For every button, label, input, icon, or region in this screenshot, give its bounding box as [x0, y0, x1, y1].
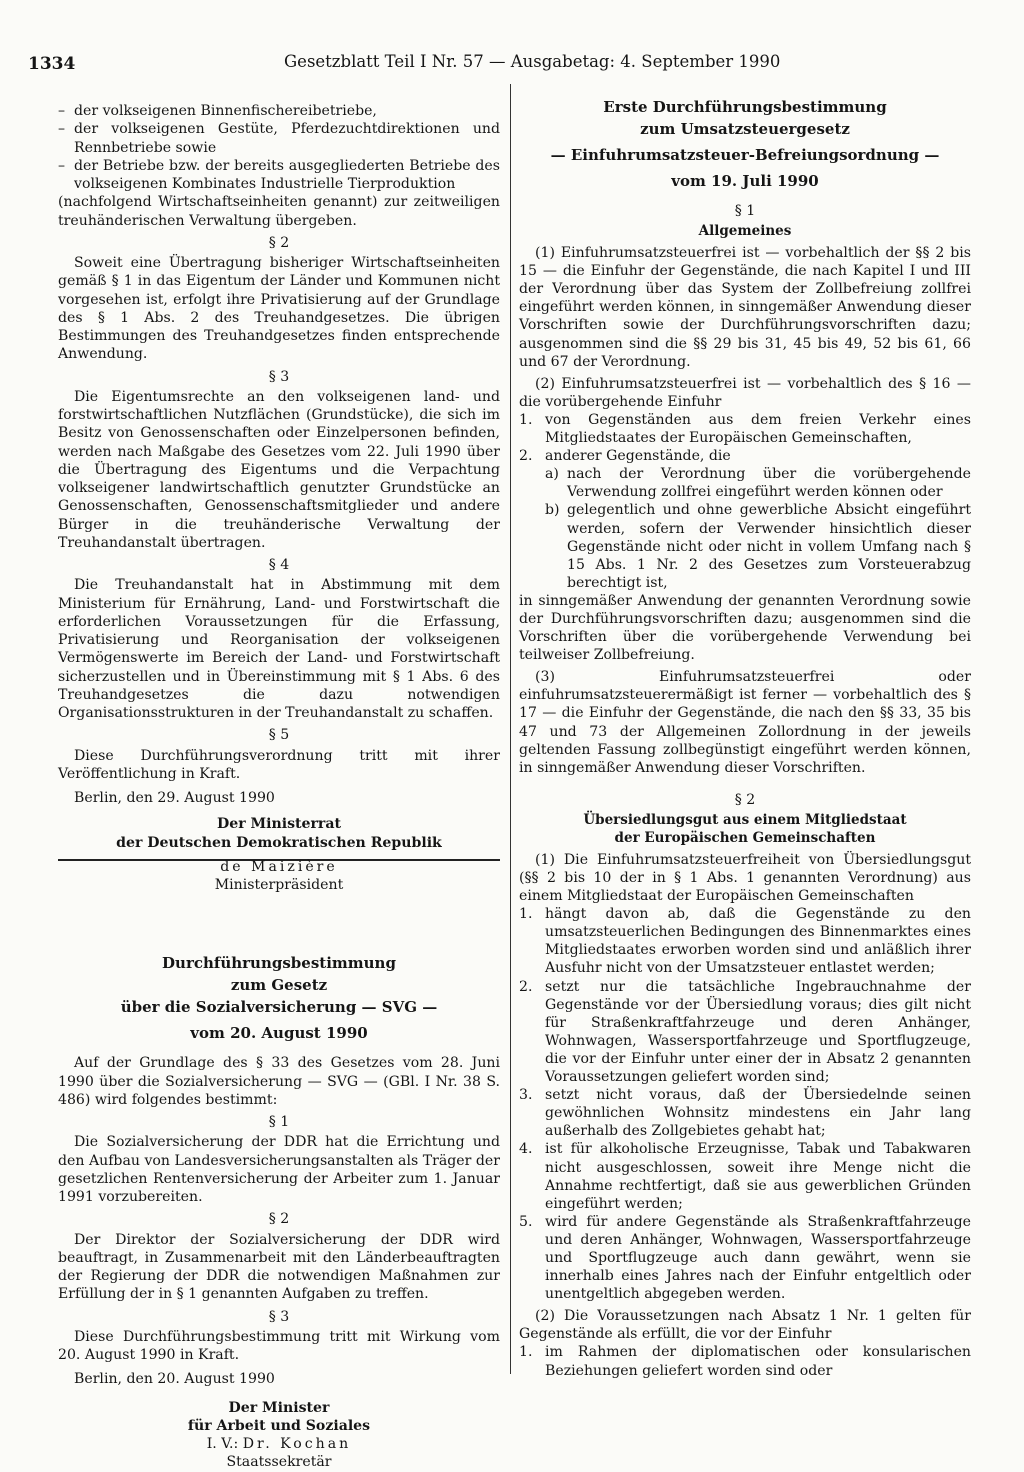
list-text: hängt davon ab, daß die Gegenstände zu den umsatzsteuerlichen Bedingungen des Binnenmarktes eines Mitgliedstaates erworben worden sind und anläßlich ihrer Ausfuhr nicht von der Umsatzsteuer entlastet werden; [545, 906, 971, 977]
list-text: ist für alkoholische Erzeugnisse, Tabak und Tabakwaren nicht ausgeschlossen, soweit ihre Menge nicht die Annahme rechtfertigt, daß sie aus gewerblichen Gründen eingeführt werden; [545, 1141, 971, 1212]
list-item: – der volkseigenen Gestüte, Pferdezuchtdirektionen und Rennbetriebe sowie [58, 120, 500, 157]
list-item [519, 1140, 971, 1212]
numbered-list [519, 905, 971, 1303]
list-item [519, 1213, 971, 1303]
list-item [519, 1086, 971, 1140]
signatory-name [58, 1435, 500, 1453]
paragraph: (3) Einfuhrumsatzsteuerfrei oder einfuhrumsatzsteuerermäßigt ist ferner — vorbehaltlich des § 17 — die Einfuhr der Gegenstände, die nach den §§ 33, 35 bis 47 und 73 der Allgemeinen Zollordnung in der jeweils geltenden Fassung zollbegünstigt eingeführt werden können, in sinngemäßer Anwendung dieser Vorschriften. [519, 669, 971, 776]
list-item [519, 1343, 971, 1379]
signatory-prefix: I. V.: [206, 1436, 239, 1452]
signatory-body: der Deutschen Demokratischen Republik [116, 834, 442, 851]
doc-date: vom 20. August 1990 [190, 1024, 368, 1043]
list-number: 1. [519, 1344, 533, 1361]
section-text: Die Treuhandanstalt hat in Abstimmung mit dem Ministerium für Ernährung, Land- und Forstwirtschaft die erforderlichen Voraussetzungen für die Erfassung, Privatisierung und Reorganisation der volkseigenen Vermögenswerte im Bereich der Land- und Forstwirtschaft sicherzustellen und in Übereinstimmung mit § 1 Abs. 6 des Treuhandgesetzes die dazu notwendigen Organisationsstrukturen in der Treuhandanstalt zu schaffen. [58, 577, 500, 721]
list-number: 1. [519, 411, 533, 428]
list-item: – der Betriebe bzw. der bereits ausgegliederten Betriebe des volkseigenen Kombinates Industrielle Tierproduktion [58, 157, 500, 194]
running-head: Gesetzblatt Teil I Nr. 57 — Ausgabetag: 4. September 1990 [284, 52, 781, 71]
signatory-role: Ministerpräsident [214, 877, 344, 893]
list-text: gelegentlich und ohne gewerbliche Absicht eingeführt werden, sofern der Verwender hinsichtlich dieser Gegenstände nicht oder nicht in vollem Umfang nach § 15 Abs. 1 Nr. 2 des Gesetzes zum Vorsteuerabzug berechtigt ist, [567, 502, 971, 591]
section-text: Die Eigentumsrechte an den volkseigenen land- und forstwirtschaftlichen Nutzflächen (Grundstücke), die sich im Besitz von Genossenschaften oder Einzelpersonen befinden, werden nach Maßgabe des Gesetzes vom 22. Juli 1990 über die Übertragung des Eigentums und die Verpachtung volkseigener landwirtschaftlich genutzter Grundstücke an Genossenschaften, Genossenschaftsmitglieder und andere Bürger in die treuhänderische Verwaltung der Treuhandanstalt übertragen. [58, 388, 500, 551]
doc-title: Durchführungsbestimmung [162, 954, 396, 973]
doc-title: — Einfuhrumsatzsteuer-Befreiungsordnung — [550, 146, 940, 164]
paragraph: (1) Einfuhrumsatzsteuerfrei ist — vorbehaltlich der §§ 2 bis 15 — die Einfuhr der Gegenstände, die nach Kapitel I und III der Verordnung über das System der Zollbefreiung zollfrei eingeführt werden können, in sinngemäßer Anwendung dieser Vorschriften sowie der Durchführungsvorschriften dazu; ausgenommen sind die §§ 29 bis 31, 45 bis 49, 52 bis 61, 66 und 67 der Verordnung. [519, 245, 971, 370]
section-heading: § 5 [268, 727, 290, 744]
section-text: Diese Durchführungsbestimmung tritt mit Wirkung vom 20. August 1990 in Kraft. [58, 1328, 500, 1363]
list-item: – der volkseigenen Binnenfischereibetriebe, [58, 102, 500, 120]
list-letter: a) [545, 466, 559, 483]
list-text: setzt nur die tatsächliche Ingebrauchnahme der Gegenstände vor der Übersiedlung voraus; dies gilt nicht für Straßenkraftfahrzeuge und deren Anhänger, Wohnwagen, Wassersportfahrzeuge und Sportflugzeuge, die vor der Einfuhr unter einer der in Absatz 2 genannten Voraussetzungen geliefert worden sind; [545, 978, 971, 1086]
list-letter: b) [545, 502, 560, 519]
dash-list [58, 102, 500, 193]
list-number: 4. [519, 1141, 533, 1158]
list-item [519, 447, 971, 465]
section-heading: § 2 [734, 791, 756, 808]
doc-title: zum Umsatzsteuergesetz [640, 120, 850, 138]
list-text: setzt nicht voraus, daß der Übersiedelnde seinen gewöhnlichen Wohnsitz mindestens ein Jahr lang außerhalb des Zollgebietes gehabt hat; [545, 1087, 971, 1140]
closing-text: (nachfolgend Wirtschaftseinheiten genannt) zur zeitweiligen treuhänderischen Verwaltung übergeben. [58, 194, 500, 229]
list-number: 3. [519, 1087, 533, 1104]
section-heading: § 2 [268, 234, 290, 251]
list-item [519, 905, 971, 977]
paragraph: in sinngemäßer Anwendung der genannten Verordnung sowie der Durchführungsvorschriften dazu; ausgenommen sind die Vorschriften über die vorübergehende Verwendung bei teilweiser Zollbefreiung. [519, 592, 971, 664]
signatory-body: für Arbeit und Soziales [187, 1417, 371, 1434]
section-text: Der Direktor der Sozialversicherung der DDR wird beauftragt, in Zusammenarbeit mit den Länderbeauftragten der Regierung der DDR die notwendigen Maßnahmen zur Erfüllung der in § 1 genannten Aufgaben zu treffen. [58, 1231, 500, 1303]
list-number: 1. [519, 906, 533, 923]
doc-title: zum Gesetz [230, 976, 328, 995]
page-header [28, 52, 1008, 76]
paragraph: (2) Einfuhrumsatzsteuerfrei ist — vorbehaltlich des § 16 — die vorübergehende Einfuhr [519, 375, 971, 410]
lettered-list [545, 465, 971, 592]
signatory-name: de Maizière [220, 858, 338, 875]
list-text: von Gegenständen aus dem freien Verkehr eines Mitgliedstaates der Europäischen Gemeinschaften, [545, 411, 971, 447]
signatory-body: Der Ministerrat [217, 816, 341, 833]
doc-title: über die Sozialversicherung — SVG — [120, 998, 438, 1017]
section-heading: § 3 [268, 1308, 290, 1325]
section-subheading: der Europäischen Gemeinschaften [614, 829, 876, 846]
numbered-list [519, 411, 971, 465]
page-number: 1334 [28, 54, 76, 74]
signatory-body: Der Minister [228, 1399, 330, 1416]
list-text: anderer Gegenstände, die [545, 448, 731, 465]
list-number: 2. [519, 448, 533, 465]
section-heading: § 2 [268, 1211, 290, 1228]
preamble: Auf der Grundlage des § 33 des Gesetzes vom 28. Juni 1990 über die Sozialversicherung — SVG — (GBl. I Nr. 38 S. 486) wird folgendes bestimmt: [58, 1055, 500, 1108]
section-heading: § 4 [268, 557, 290, 573]
right-column [519, 96, 971, 1380]
section-text: Diese Durchführungsverordnung tritt mit ihrer Veröffentlichung in Kraft. [58, 747, 500, 782]
column-divider [510, 84, 511, 1374]
list-text: im Rahmen der diplomatischen oder konsularischen Beziehungen geliefert worden sind oder [545, 1344, 971, 1379]
section-text: Soweit eine Übertragung bisheriger Wirtschaftseinheiten gemäß § 1 in das Eigentum der Länder und Kommunen nicht vorgesehen ist, erfolgt ihre Privatisierung auf der Grundlage des § 1 Abs. 2 des Treuhandgesetzes. Die übrigen Bestimmungen des Treuhandgesetzes finden entsprechende Anwendung. [58, 255, 500, 363]
list-item [545, 501, 971, 591]
signatory-role: Staatssekretär [226, 1454, 332, 1471]
left-column [58, 102, 500, 1472]
section-heading: § 3 [268, 368, 290, 385]
list-item [519, 411, 971, 447]
list-item [545, 465, 971, 501]
list-text: wird für andere Gegenstände als Straßenkraftfahrzeuge und deren Anhänger, Wohnwagen, Wassersportfahrzeuge und Sportflugzeuge auch dann gewährt, wenn sie innerhalb eines Jahres nach der Einfuhr entgeltlich oder unentgeltlich abgegeben werden. [545, 1213, 971, 1303]
paragraph: (1) Die Einfuhrumsatzsteuerfreiheit von Übersiedlungsgut (§§ 2 bis 10 der in § 1 Abs. 1 genannten Verordnung) aus einem Mitgliedstaat der Europäischen Gemeinschaften [519, 851, 971, 905]
section-subheading: Allgemeines [698, 223, 792, 240]
place-date: Berlin, den 20. August 1990 [74, 1371, 275, 1388]
doc-date: vom 19. Juli 1990 [671, 172, 819, 190]
section-heading: § 1 [734, 203, 756, 219]
list-item [519, 978, 971, 1087]
list-number: 5. [519, 1213, 533, 1230]
paragraph: (2) Die Voraussetzungen nach Absatz 1 Nr. 1 gelten für Gegenstände als erfüllt, die vor der Einfuhr [519, 1308, 971, 1343]
section-text: Die Sozialversicherung der DDR hat die Errichtung und den Aufbau von Landesversicherungsanstalten als Träger der gesetzlichen Rentenversicherung der Arbeiter zum 1. Januar 1991 vorzubereiten. [58, 1134, 500, 1205]
doc-title: Erste Durchführungsbestimmung [603, 98, 887, 116]
numbered-list [519, 1343, 971, 1379]
section-subheading: Übersiedlungsgut aus einem Mitgliedstaat [583, 811, 907, 828]
signatory-name-text: Dr. Kochan [242, 1436, 352, 1452]
list-number: 2. [519, 978, 533, 995]
section-heading: § 1 [268, 1114, 290, 1130]
place-date: Berlin, den 29. August 1990 [74, 790, 275, 806]
list-text: nach der Verordnung über die vorübergehende Verwendung zollfrei eingeführt werden können oder [567, 466, 971, 501]
